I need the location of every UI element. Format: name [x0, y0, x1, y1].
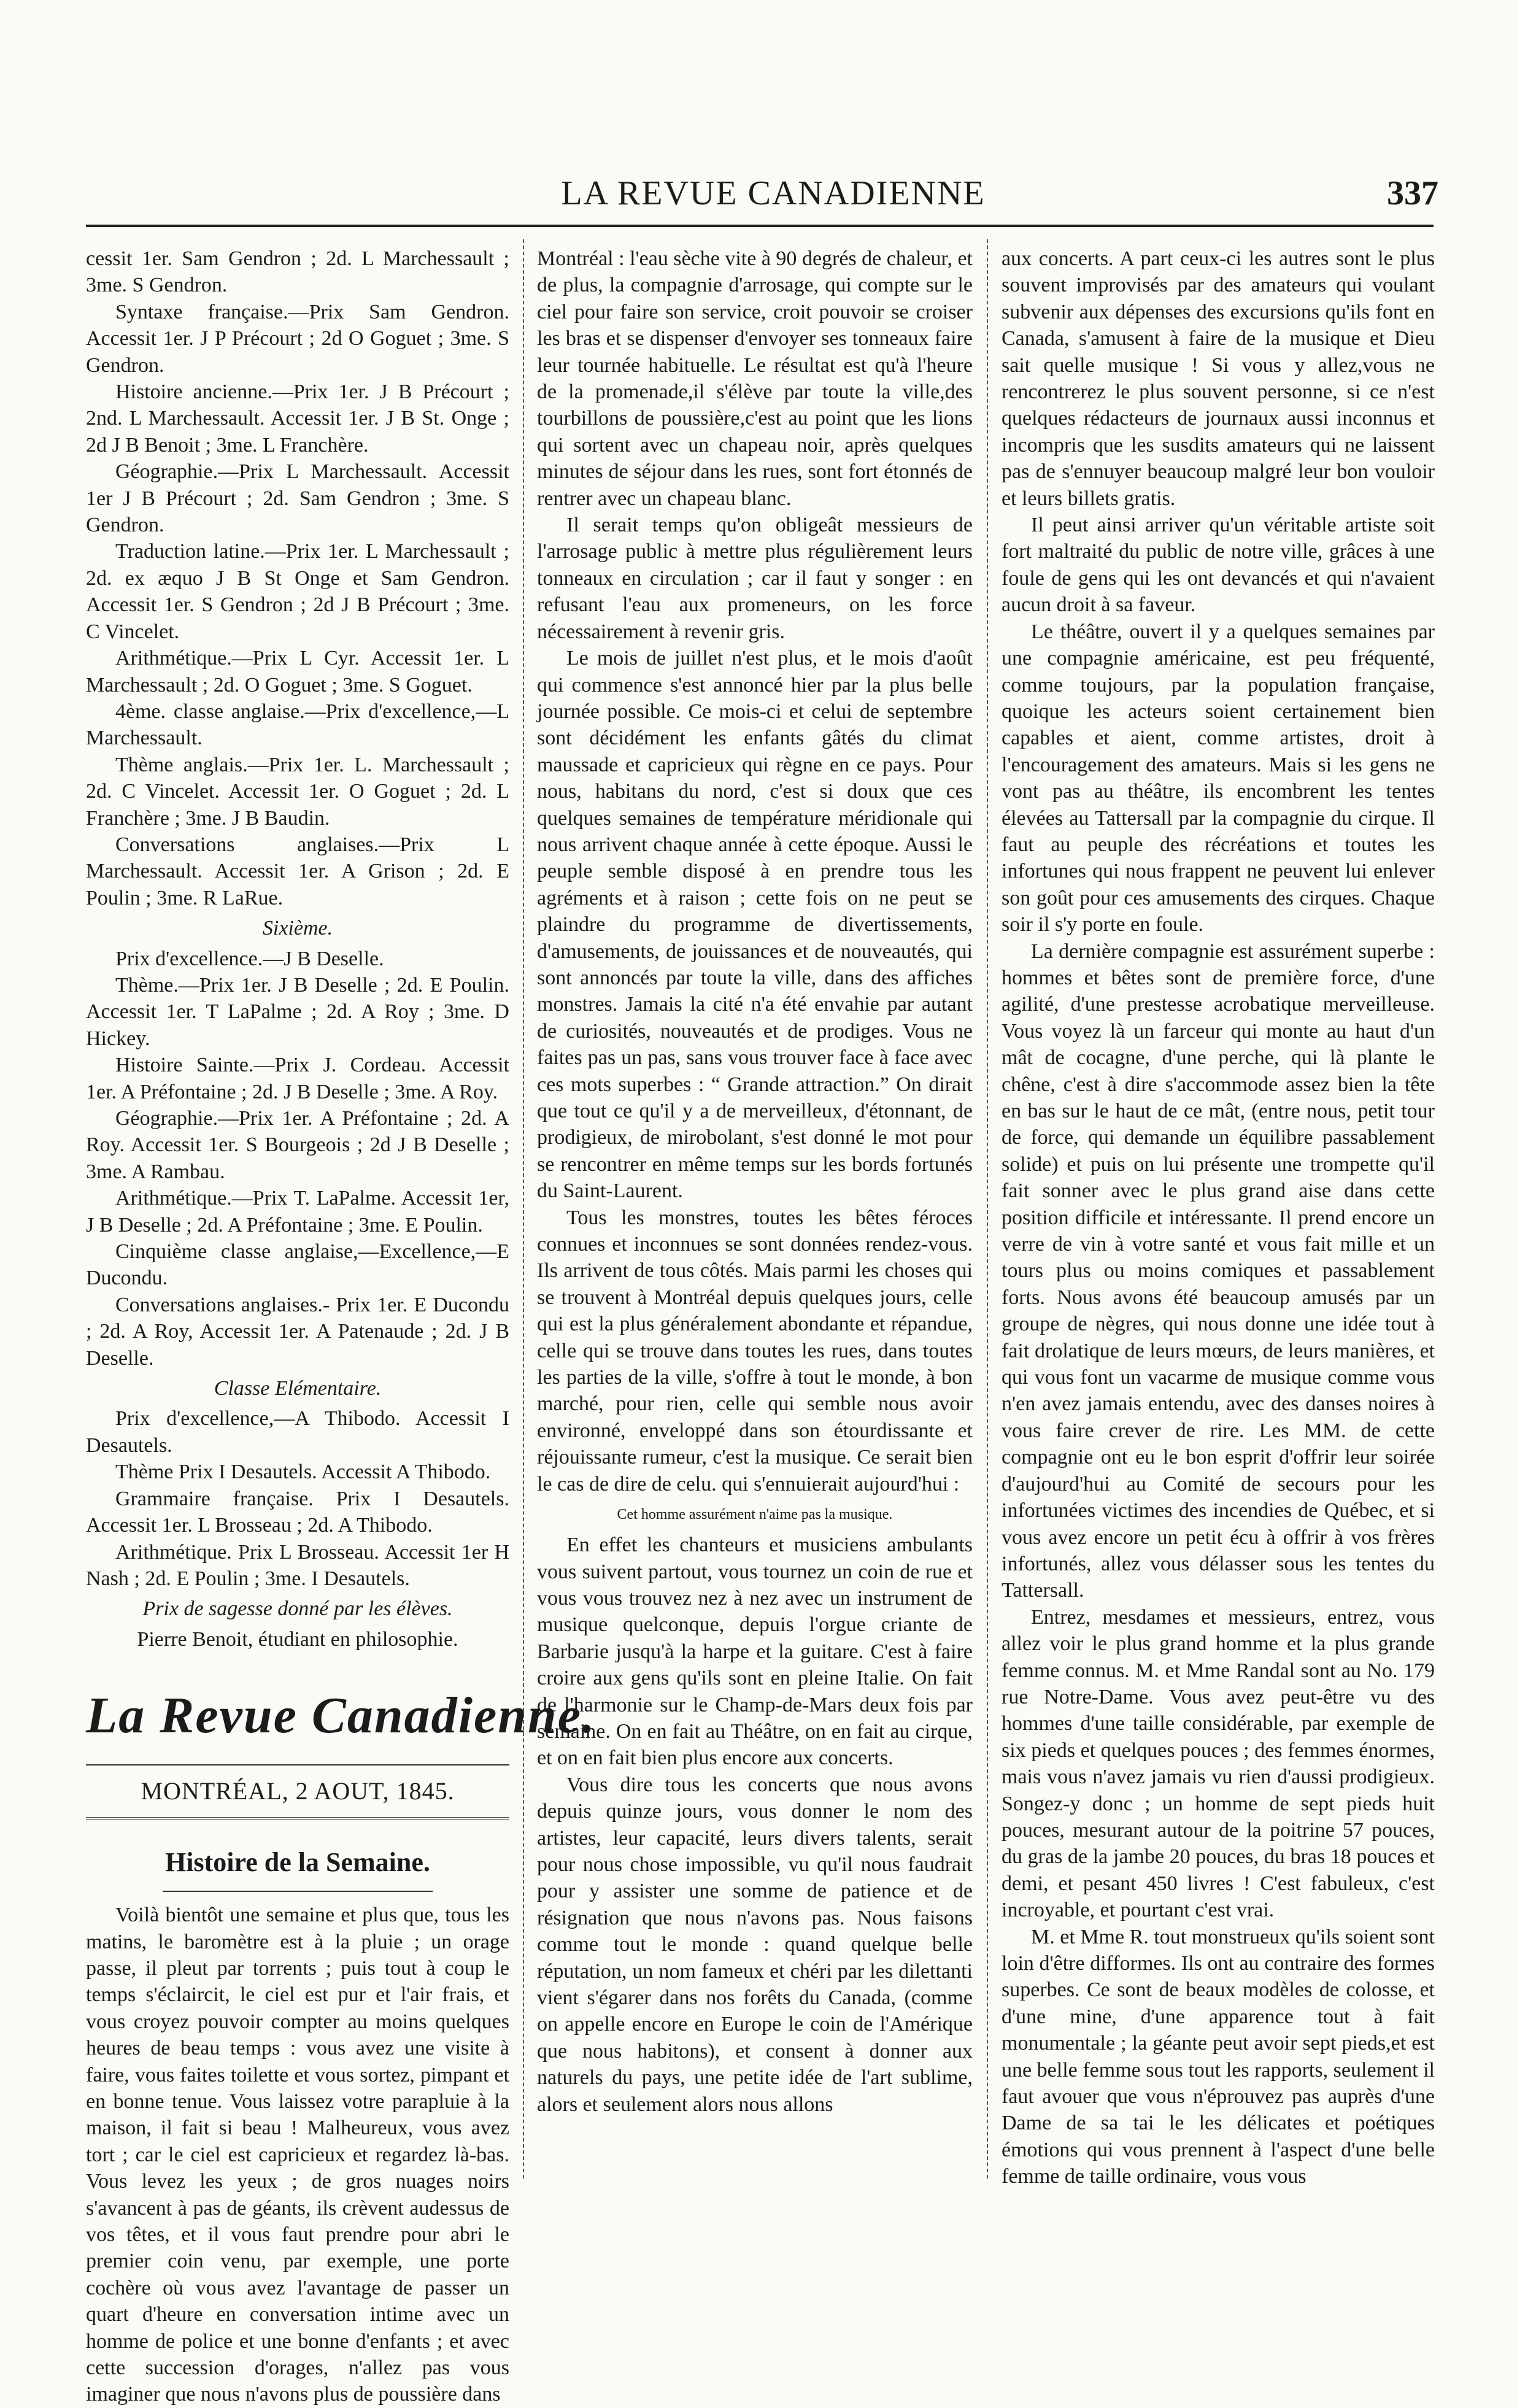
- prize-line: Grammaire française. Prix I Desautels. Accessit 1er. L Brosseau ; 2d. A Thibodo.: [86, 1487, 509, 1537]
- prize-line: Géographie.—Prix 1er. A Préfontaine ; 2d. A Roy. Accessit 1er. S Bourgeois ; 2d J B Deselle ; 3me. A Rambau.: [86, 1107, 509, 1183]
- prize-line: Conversations anglaises.- Prix 1er. E Ducondu ; 2d. A Roy, Accessit 1er. A Patenaude ; 2d. J B Deselle.: [86, 1293, 509, 1370]
- column-middle: [537, 245, 973, 2178]
- prize-line: Arithmétique.—Prix T. LaPalme. Accessit 1er, J B Deselle ; 2d. A Préfontaine ; 3me. E Poulin.: [86, 1187, 509, 1237]
- article-paragraph: Il serait temps qu'on obligeât messieurs de l'arrosage public à mettre plus régulièrement leurs tonneaux en circulation ; car il faut y songer : en refusant l'eau aux promeneurs, on les force nécessairement à revenir gris.: [537, 514, 973, 643]
- prize-line: Histoire Sainte.—Prix J. Cordeau. Accessit 1er. A Préfontaine ; 2d. J B Deselle ; 3me. A Roy.: [86, 1054, 509, 1103]
- title-rule: [163, 1891, 433, 1892]
- prize-line: Conversations anglaises.—Prix L Marchessault. Accessit 1er. A Grison ; 2d. E Poulin ; 3me. R LaRue.: [86, 833, 509, 909]
- article-paragraph: Il peut ainsi arriver qu'un véritable artiste soit fort maltraité du public de notre ville, grâces à une foule de gens qui les ont devancés et qui n'avaient aucun droit à sa faveur.: [1002, 514, 1435, 617]
- prize-line: Prix d'excellence,—A Thibodo. Accessit I Desautels.: [86, 1407, 509, 1457]
- article-paragraph: En effet les chanteurs et musiciens ambulants vous suivent partout, vous tournez un coin de rue et vous vous trouvez nez à nez avec un instrument de musique quelconque, depuis l'orgue criante de Barbarie jusqu'à la harpe et la guitare. C'est à faire croire aux gens qu'ils sont en pleine Italie. On fait de l'harmonie sur le Champ-de-Mars deux fois par semaine. On en fait au Théâtre, on en fait au cirque, et on en fait bien plus encore aux concerts.: [537, 1534, 973, 1770]
- prize-line: Thème.—Prix 1er. J B Deselle ; 2d. E Poulin. Accessit 1er. T LaPalme ; 2d. A Roy ; 3me. D Hickey.: [86, 973, 509, 1050]
- column-left: [86, 245, 596, 2406]
- article-paragraph: aux concerts. A part ceux-ci les autres sont le plus souvent improvisés par des amateurs qui voulant subvenir aux dépenses des excursions qu'ils font en Canada, s'amusent à faire de la musique et Dieu sait quelle musique ! Si vous y allez,vous ne rencontrerez le plus souvent personne, si ce n'est quelques rédacteurs de journaux aussi inconnus et incompris que les susdits amateurs qui ne laissent pas de s'ennuyer beaucoup malgré leur bon vouloir et leurs billets gratis.: [1002, 247, 1435, 510]
- article-paragraph: Voilà bientôt une semaine et plus que, tous les matins, le baromètre est à la pluie ; un orage passe, il pleut par torrents ; puis tout à coup le temps s'éclaircit, le ciel est pur et l'air frais, et vous croyez pouvoir compter au moins quelques heures de beau temps : vous avez une visite à faire, vous faites toilette et vous sortez, pimpant et en bonne tenue. Vous laissez votre parapluie à la maison, il fait si beau ! Malheureux, vous avez tort ; car le ciel est capricieux et regardez là-bas. Vous levez les yeux ; de gros nuages noirs s'avancent à pas de géants, ils crèvent audessus de vos têtes, et il vous faut prendre pour abri le premier coin venu, par exemple, une porte cochère où vous avez l'avantage de passer un quart d'heure en conversation intime avec un homme de police et une bonne d'enfants ; et avec cette succession d'orages, n'allez pas vous imaginer que nous n'avons plus de poussière dans: [86, 1904, 509, 2406]
- prize-line: Thème anglais.—Prix 1er. L. Marchessault ; 2d. C Vincelet. Accessit 1er. O Goguet ; 2d. L Franchère ; 3me. J B Baudin.: [86, 753, 509, 830]
- prize-line: cessit 1er. Sam Gendron ; 2d. L Marchessault ; 3me. S Gendron.: [86, 247, 509, 297]
- header-rule: [86, 225, 1434, 227]
- page-number: 337: [1387, 174, 1438, 212]
- column-divider-left: [523, 239, 524, 2178]
- prize-line: Syntaxe française.—Prix Sam Gendron. Accessit 1er. J P Précourt ; 2d O Goguet ; 3me. S Gendron.: [86, 300, 509, 377]
- article-title: Histoire de la Semaine.: [165, 1847, 430, 1878]
- article-paragraph: La dernière compagnie est assurément superbe : hommes et bêtes sont de première force, d'une agilité, d'une prestesse acrobatique merveilleuse. Vous voyez là un farceur qui monte au haut d'un mât de cocagne, d'une perche, qui là plante le chêne, c'est à dire s'accommode assez bien la tête en bas sur le haut de ce mât, (entre nous, petit tour de force, qui demande un équilibre passablement solide) et puis on lui présente une trompette qu'il fait sonner avec le plus grand aise dans cette position difficile et intéressante. Il prend encore un verre de vin à votre santé et vous fait mille et un tours plus ou moins comiques et passablement forts. Nous avons été beaucoup amusés par un groupe de nègres, qui nous donne une idée tout à fait drolatique de leurs mœurs, de leurs manières, et qui vous font un vacarme de musique comme vous n'en avez jamais entendu, avec des danses noires à vous faire crever de rire. Les MM. de cette compagnie ont eu le bon esprit d'offrir leur soirée d'aujourd'hui au Comité de secours pour les infortunées victimes des incendies de Québec, et si vous avez encore un petit écu à offrir à vos frères infortunés, allez vous délasser sous les tentes du Tattersall.: [1002, 940, 1435, 1602]
- article-paragraph: Entrez, mesdames et messieurs, entrez, vous allez voir le plus grand homme et la plus grande femme connus. M. et Mme Randal sont au No. 179 rue Notre-Dame. Vous avez peut-être vu des hommes d'une taille considérable, par exemple de six pieds et quelques pouces ; des femmes énormes, mais vous n'avez jamais vu rien d'aussi prodigieux. Songez-y donc ; un homme de sept pieds huit pouces, mesurant autour de la poitrine 57 pouces, du gras de la jambe 20 pouces, du bras 18 pouces et demi, et pesant 450 livres ! C'est fabuleux, c'est incroyable, et pourtant c'est vrai.: [1002, 1605, 1435, 1922]
- section-heading-sixieme: Sixième.: [262, 917, 333, 940]
- prize-line: Histoire ancienne.—Prix 1er. J B Précourt ; 2nd. L Marchessault. Accessit 1er. J B St. Onge ; 2d J B Benoit ; 3me. L Franchère.: [86, 380, 509, 457]
- masthead: La Revue Canadienne.: [86, 1687, 596, 1745]
- sagesse-line: Prix de sagesse donné par les élèves.: [142, 1597, 453, 1621]
- article-paragraph: Montréal : l'eau sèche vite à 90 degrés de chaleur, et de plus, la compagnie d'arrosage, qui compte sur le ciel pour faire son service, croit pouvoir se croiser les bras et se dispenser d'envoyer ses tonneaux faire leur tournée habituelle. Le résultat est qu'à l'heure de la promenade,il s'élève par toute la ville,des tourbillons de poussière,c'est au point que les lions qui sortent avec un chapeau noir, après quelques minutes de séjour dans les rues, sont fort étonnés de rentrer avec un chapeau blanc.: [537, 247, 973, 510]
- dateline: MONTRÉAL, 2 AOUT, 1845.: [86, 1764, 509, 1820]
- prize-line: 4ème. classe anglaise.—Prix d'excellence,—L Marchessault.: [86, 700, 509, 750]
- prize-line: Arithmétique. Prix L Brosseau. Accessit 1er H Nash ; 2d. E Poulin ; 3me. I Desautels.: [86, 1540, 509, 1590]
- article-paragraph: Vous dire tous les concerts que nous avons depuis quinze jours, vous donner le nom des artistes, leur capacité, leurs divers talents, serait pour nous chose impossible, vu qu'il nous faudrait pour y assister une somme de patience et de résignation que nous n'avons pas. Nous faisons comme tout le monde : quand quelque belle réputation, un nom fameux et chéri par les dilettanti vient s'égarer dans nos forêts du Canada, (comme on appelle encore en Europe le coin de l'Amérique que nous habitons), et consent à donner aux naturels du pays, une petite idée de l'art sublime, alors et seulement alors nous allons: [537, 1773, 973, 2116]
- column-divider-right: [987, 239, 988, 2178]
- article-paragraph: Le mois de juillet n'est plus, et le mois d'août qui commence s'est annoncé hier par la plus belle journée possible. Ce mois-ci et celui de septembre sont décidément les enfants gâtés du climat maussade et capricieux qui règne en ce pays. Pour nous, habitans du nord, c'est si doux que ces quelques semaines de température méridionale qui nous arrivent chaque année à cette époque. Aussi le peuple semble disposé à en prendre tous les agréments et à raison ; cette fois on ne peut se plaindre du programme de divertissements, d'amusements, de jouissances et de nouveautés, qui sont annoncés par toute la ville, dans des affiches monstres. Jamais la cité n'a été envahie par autant de curiosités, nouveautés et de prodiges. Vous ne faites pas un pas, sans vous trouver face à face avec ces mots superbes : “ Grande attraction.” On dirait que tout ce qu'il y a de merveilleux, d'étonnant, de prodigieux, de mirobolant, s'est donné le mot pour se rencontrer en même temps sur les bords fortunés du Saint-Laurent.: [537, 647, 973, 1203]
- page-header: [0, 0, 1517, 228]
- section-heading-elementaire: Classe Elémentaire.: [214, 1377, 382, 1400]
- prize-line: Géographie.—Prix L Marchessault. Accessit 1er J B Précourt ; 2d. Sam Gendron ; 3me. S Gendron.: [86, 460, 509, 537]
- prize-line: Traduction latine.—Prix 1er. L Marchessault ; 2d. ex æquo J B St Onge et Sam Gendron. Accessit 1er. S Gendron ; 2d J B Précourt ; 3me. C Vincelet.: [86, 540, 509, 643]
- article-paragraph: Tous les monstres, toutes les bêtes féroces connues et inconnues se sont données rendez-vous. Ils arrivent de tous côtés. Mais parmi les choses qui se trouvent à Montréal depuis quelques jours, celle qui est la plus généralement abondante et répandue, celle qui se trouve dans toutes les rues, dans toutes les parties de la ville, s'offre à tout le monde, à bon marché, pour rien, celle qui semble nous avoir environné, enveloppé dans son étourdissante et réjouissante rumeur, c'est la musique. Ce serait bien le cas de dire de celu. qui s'ennuierait aujourd'hui :: [537, 1206, 973, 1495]
- running-title: LA REVUE CANADIENNE: [561, 174, 986, 212]
- prize-line: Prix d'excellence.—J B Deselle.: [115, 947, 384, 970]
- article-paragraph: Le théâtre, ouvert il y a quelques semaines par une compagnie américaine, est peu fréquenté, comme toujours, par la population française, quoique les acteurs soient certainement bien capables et aient, comme artistes, droit à l'encouragement des amateurs. Mais si les gens ne vont pas au théâtre, ils encombrent les tentes élevées au Tattersall par la compagnie du cirque. Il faut au peuple des récréations et toutes les infortunes qui nous frappent ne peuvent lui enlever son goût pour ces amusements des cirques. Chaque soir il s'y porte en foule.: [1002, 620, 1435, 936]
- column-right: [1002, 245, 1435, 2188]
- prize-line: Arithmétique.—Prix L Cyr. Accessit 1er. L Marchessault ; 2d. O Goguet ; 3me. S Goguet.: [86, 647, 509, 697]
- prize-line: Thème Prix I Desautels. Accessit A Thibodo.: [115, 1461, 491, 1484]
- quote-line: Cet homme assurément n'aime pas la musique.: [617, 1507, 893, 1523]
- prize-line: Cinquième classe anglaise,—Excellence,—E Ducondu.: [86, 1240, 509, 1290]
- article-paragraph: M. et Mme R. tout monstrueux qu'ils soient sont loin d'être difformes. Ils ont au contraire des formes superbes. Ce sont de beaux modèles de colosse, et d'une mine, d'une apparence tout à fait monumentale ; la géante peut avoir sept pieds,et est une belle femme sous tout les rapports, seulement il faut avouer que vous n'éprouvez pas auprès d'une Dame de sa tai le les délicates et poétiques émotions qui vous prennent à l'aspect d'une belle femme de taille ordinaire, vous vous: [1002, 1925, 1435, 2188]
- signature-line: Pierre Benoit, étudiant en philosophie.: [137, 1627, 458, 1651]
